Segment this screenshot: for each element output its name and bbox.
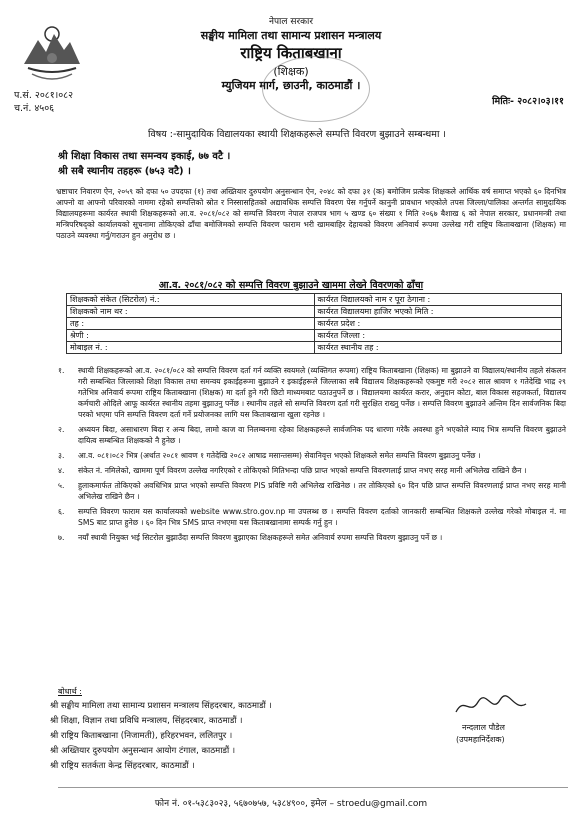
table-row — [67, 342, 562, 354]
header-address: म्युजियम मार्ग, छाउनी, काठमाडौं । — [221, 79, 361, 92]
footer-contact: फोन नं. ०१-५३८३०२३, ५६७०७५७, ५३८४९००, इमेल – stroedu@gmail.com — [154, 799, 428, 809]
cc-title: बोधार्थ : — [58, 687, 82, 696]
table-cell: कार्यरत विद्यालयमा हाजिर भएको मिति : — [314, 306, 562, 318]
list-item-number: ६. — [58, 507, 65, 516]
list-item-text: अध्ययन बिदा, असाधारण बिदा र अन्य बिदा, लामो काज वा निलम्बनमा रहेका शिक्षकहरूले सार्वजनिक पद धारणा गरेकै अवस्था हुने भएकोले म्याद भित्र सम्पत्ति विवरण बुझाउने दायित्व सम्बन्धित शिक्षकको नै हुनेछ । — [78, 425, 566, 445]
list-item — [58, 424, 566, 446]
table-cell: श्रेणी : — [67, 330, 315, 342]
cc-item: श्री राष्ट्रिय सतर्कता केन्द्र सिंहदरबार, काठमाडौं । — [50, 761, 195, 771]
envelope-format-title: आ.व. २०८१/०८२ को सम्पत्ति विवरण बुझाउने खाममा लेख्ने विवरणको ढाँचा — [158, 280, 424, 291]
cc-item: श्री सङ्घीय मामिला तथा सामान्य प्रशासन मन्त्रालय सिंहदरबार, काठमाडौं । — [50, 701, 272, 711]
cc-item: श्री अख्तियार दुरुपयोग अनुसन्धान आयोग टंगाल, काठमाडौं । — [50, 746, 236, 756]
dispatch-number: च.नं. ४५०६ — [14, 103, 55, 114]
list-item — [58, 365, 566, 420]
list-item-number: ७. — [58, 533, 65, 542]
table-cell: कार्यरत जिल्ला : — [314, 330, 562, 342]
signature-mark — [452, 694, 532, 718]
table-cell: कार्यरत विद्यालयको नाम र पूरा ठेगाना : — [314, 294, 562, 306]
table-cell: कार्यरत प्रदेश : — [314, 318, 562, 330]
header-office: राष्ट्रिय किताबखाना — [240, 44, 342, 62]
footer-divider — [58, 787, 568, 788]
addressee-2: श्री सबै स्थानीय तहहरू (७५३ वटै) । — [58, 166, 191, 177]
table-row — [67, 318, 562, 330]
list-item-text: हुलाकमार्फत तोकिएको अवधिभित्र प्राप्त भएको सम्पत्ति विवरण PIS प्रविष्टि गरी अभिलेख राखिनेछ । तर तोकिएको ६० दिन पछि प्राप्त सम्पत्ति विवरणलाई प्राप्त नभए सरह मानी अभिलेख राखिने छैन । — [78, 481, 566, 501]
addressee-1: श्री शिक्षा विकास तथा समन्वय इकाई, ७७ वटै । — [58, 151, 231, 162]
table-cell: तह : — [67, 318, 315, 330]
list-item — [58, 506, 566, 528]
table-row — [67, 306, 562, 318]
table-cell: कार्यरत स्थानीय तह : — [314, 342, 562, 354]
list-item-text: सम्पत्ति विवरण फाराम यस कार्यालयको website www.stro.gov.np मा उपलब्ध छ । सम्पत्ति विवरण दर्ताको जानकारी सम्बन्धित शिक्षकले उल्लेख गरेको मोबाइल नं. मा SMS बाट प्राप्त हुनेछ । ६० दिन भित्र SMS प्राप्त नभएमा यस किताबखानामा सम्पर्क गर्नु हुन । — [78, 507, 566, 527]
list-item-text: संकेत नं. नमिलेको, खाममा पूर्ण विवरण उल्लेख नगरिएको र तोकिएको मितिभन्दा पछि प्राप्त भएको सम्पत्ति विवरणलाई प्राप्त नभए सरह मानी अभिलेख राखिने छैन । — [78, 466, 527, 475]
intro-paragraph: भ्रष्टाचार निवारण ऐन, २०५९ को दफा ५० उपदफा (१) तथा अख्तियार दुरुपयोग अनुसन्धान ऐन, २०४८ को दफा ३१ (क) बमोजिम प्रत्येक शिक्षकले आर्थिक वर्ष समाप्त भएको ६० दिनभित्र आफ्नो वा आफ्नो परिवारको नाममा रहेको सम्पत्तिको स्रोत र निस्सासहितको अद्यावधिक सम्पत्ति विवरण पेस गर्नुपर्ने कानुनी प्रावधान भएकोले तपस जिल्ला/पालिका अन्तर्गत सामुदायिक विद्यालयहरूमा कार्यरत स्थायी शिक्षकहरूको आ.व. २०८१/०८२ को सम्पत्ति विवरण नेपाल राजपत्र भाग ५ खण्ड ६० संख्या १ मिति २०६७ बैशाख ६ को नेपाल सरकार, प्रधानमन्त्री तथा मन्त्रिपरिषद्को कार्यालयको सूचनामा तोकिएको ढाँचा बमोजिमको सम्पत्ति विवरण फाराम भरी खामबाहिर देहायको विवरण अनिवार्य रूपमा उल्लेख गरी राष्ट्रिय किताबखाना (शिक्षक) मा पठाउने व्यवस्था गर्नु/गराउन हुन अनुरोध छ । — [56, 187, 566, 240]
table-row — [67, 330, 562, 342]
list-item-number: ४. — [58, 466, 65, 475]
table-cell: शिक्षकको नाम थर : — [67, 306, 315, 318]
list-item-number: ५. — [58, 481, 65, 490]
list-item-text: आ.व. ०८१।०८२ भित्र (अर्थात २०८१ श्रावण १ गतेदेखि २०८२ आषाढ मसान्तसम्म) सेवानिवृत्त भएको शिक्षकले समेत सम्पत्ति विवरण बुझाउनु पर्नेछ । — [78, 451, 481, 460]
instruction-list — [58, 365, 566, 547]
table-cell: मोबाइल नं. : — [67, 342, 315, 354]
reference-number: प.सं. २०८१।०८२ — [14, 90, 74, 101]
list-item-number: २. — [58, 425, 65, 434]
list-item-text: नयाँ स्थायी नियुक्त भई सिटरोल बुझाउँदा सम्पत्ति विवरण बुझाएका शिक्षकहरूले समेत अनिवार्य रुपमा सम्पत्ति विवरण बुझाउनु पर्ने छ । — [78, 533, 443, 542]
cc-item: श्री शिक्षा, विज्ञान तथा प्रविधि मन्त्रालय, सिंहदरबार, काठमाडौं । — [50, 716, 243, 726]
signatory-title: (उपमहानिर्देशक) — [456, 735, 505, 744]
table-cell: शिक्षकको संकेत (सिटरोल) नं.: — [67, 294, 315, 306]
list-item — [58, 465, 566, 476]
signatory-name: नन्दलाल पौडेल — [462, 723, 505, 732]
cc-item: श्री राष्ट्रिय किताबखाना (निजामती), हरिहरभवन, ललितपुर । — [50, 731, 233, 741]
letter-subject: विषय :-सामुदायिक विद्यालयका स्थायी शिक्षकहरूले सम्पत्ति विवरण बुझाउने सम्बन्धमा । — [148, 129, 447, 140]
list-item-number: १. — [58, 366, 65, 375]
list-item — [58, 450, 566, 461]
list-item — [58, 480, 566, 502]
header-branch: (शिक्षक) — [273, 65, 309, 78]
letter-date: मितिः- २०८२।०३।११ — [492, 96, 564, 107]
list-item — [58, 532, 566, 543]
header-ministry: सङ्घीय मामिला तथा सामान्य प्रशासन मन्त्रालय — [200, 29, 382, 42]
header-government: नेपाल सरकार — [268, 17, 314, 27]
list-item-number: ३. — [58, 451, 65, 460]
office-stamp — [262, 56, 370, 122]
envelope-format-table — [66, 293, 562, 354]
table-row — [67, 294, 562, 306]
list-item-text: स्थायी शिक्षकहरूको आ.व. २०८१/०८२ को सम्पत्ति विवरण दर्ता गर्न व्यक्ति स्वयमले (व्यक्तिगत रूपमा) राष्ट्रिय किताबखाना (शिक्षक) मा बुझाउने वा विद्यालय/स्थानीय तहले संकलन गरी सम्बन्धित जिल्लाको शिक्षा विकास तथा समन्वय इकाईहरूमा बुझाउने र इकाईहरूले जिल्लाका सबै विद्यालय शिक्षकहरूको एकमुष्ट गरी २०८२ साल श्रावण १ गतेदेखि भाद्र २९ गतेभित्र अनिवार्य रूपमा राष्ट्रिय किताबखाना (शिक्षक) मा दर्ता हुने गरी छिटो माध्यमबाट पठाउनुपर्ने छ । विद्यालयमा कार्यरत करार, अनुदान कोटा, बाल विकास सहजकर्ता, विद्यालय कर्मचारी ओदिले आफू कार्यरत स्थानीय तहमा बुझाउनु पर्नेछ । स्थानीय तहले सो सम्पत्ति विवरण दर्ता गरी सुरक्षित राख्नु पर्नेछ । सम्पत्ति विवरण बुझाउने अन्तिम दिन सार्वजनिक बिदा परको भएमा पनि सम्पत्ति विवरण दर्ता गर्ने प्रयोजनका लागि यस किताबखाना खुला रहनेछ । — [78, 366, 566, 419]
